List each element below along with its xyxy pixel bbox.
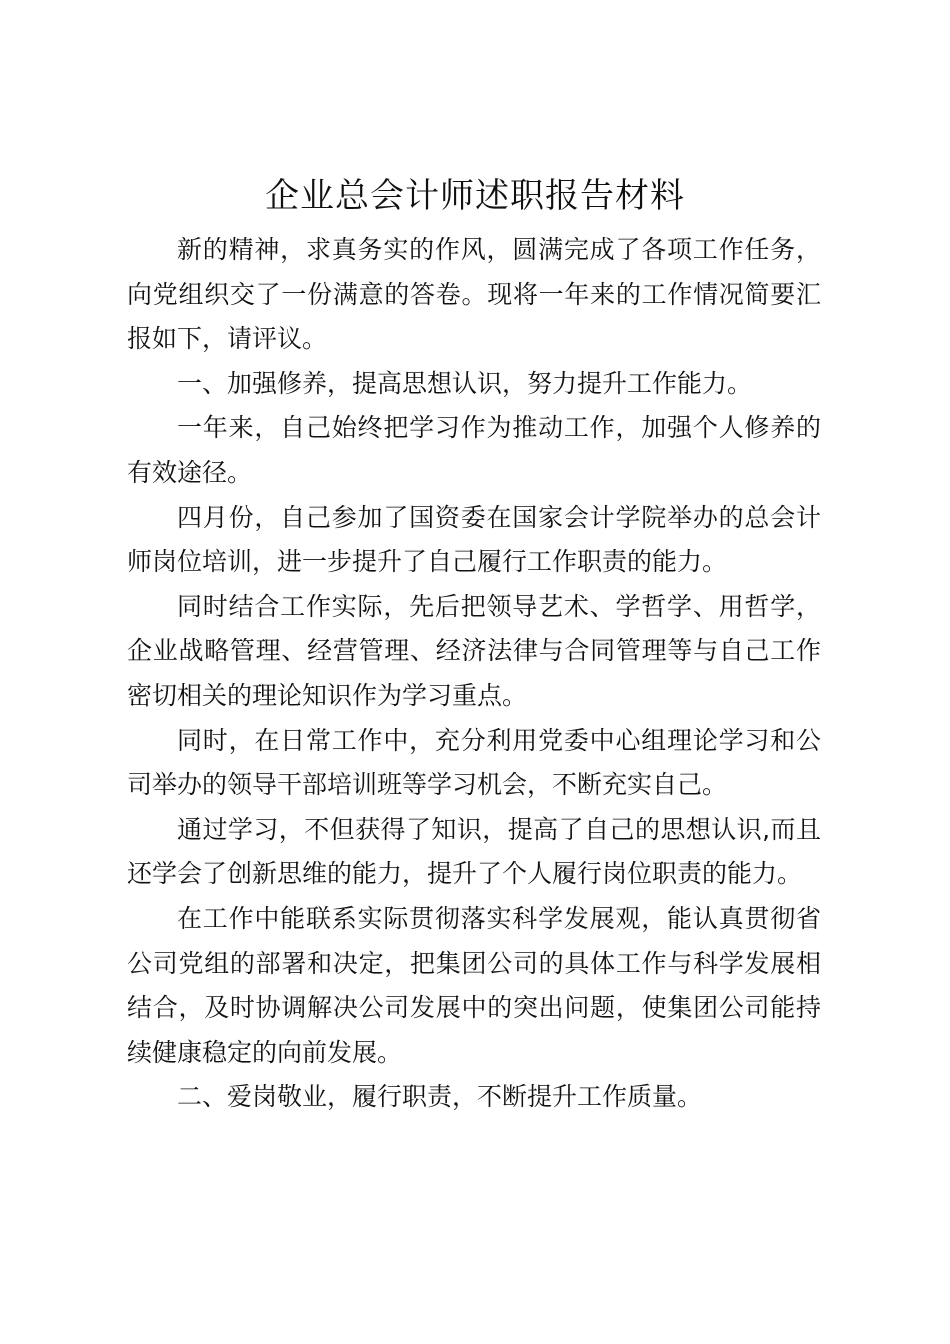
paragraph-daily-work: 同时，在日常工作中，充分利用党委中心组理论学习和公司举办的领导干部培训班等学习机会，不断充实自己。: [127, 725, 821, 800]
paragraph-learning-result: 通过学习，不但获得了知识，提高了自己的思想认识,而且还学会了创新思维的能力，提升了个人履行岗位职责的能力。: [127, 814, 821, 889]
paragraph-study: 一年来，自己始终把学习作为推动工作，加强个人修养的有效途径。: [127, 413, 821, 487]
section-heading-2: 二、爱岗敬业，履行职责，不断提升工作质量。: [177, 1082, 703, 1112]
paragraph-development: 在工作中能联系实际贯彻落实科学发展观，能认真贯彻省公司党组的部署和决定，把集团公司的具体工作与科学发展相结合，及时协调解决公司发展中的突出问题，使集团公司能持续健康稳定的向前发展。: [127, 903, 821, 1067]
paragraph-theory: 同时结合工作实际，先后把领导艺术、学哲学、用哲学，企业战略管理、经营管理、经济法律与合同管理等与自己工作密切相关的理论知识作为学习重点。: [127, 591, 821, 710]
paragraph-intro: 新的精神，求真务实的作风，圆满完成了各项工作任务，向党组织交了一份满意的答卷。现将一年来的工作情况简要汇报如下，请评议。: [127, 235, 821, 354]
paragraph-training: 四月份，自己参加了国资委在国家会计学院举办的总会计师岗位培训，进一步提升了自己履行工作职责的能力。: [127, 502, 821, 577]
section-heading-1: 一、加强修养，提高思想认识，努力提升工作能力。: [177, 368, 753, 398]
document-title: 企业总会计师述职报告材料: [265, 176, 685, 216]
document-body: [127, 228, 821, 1120]
